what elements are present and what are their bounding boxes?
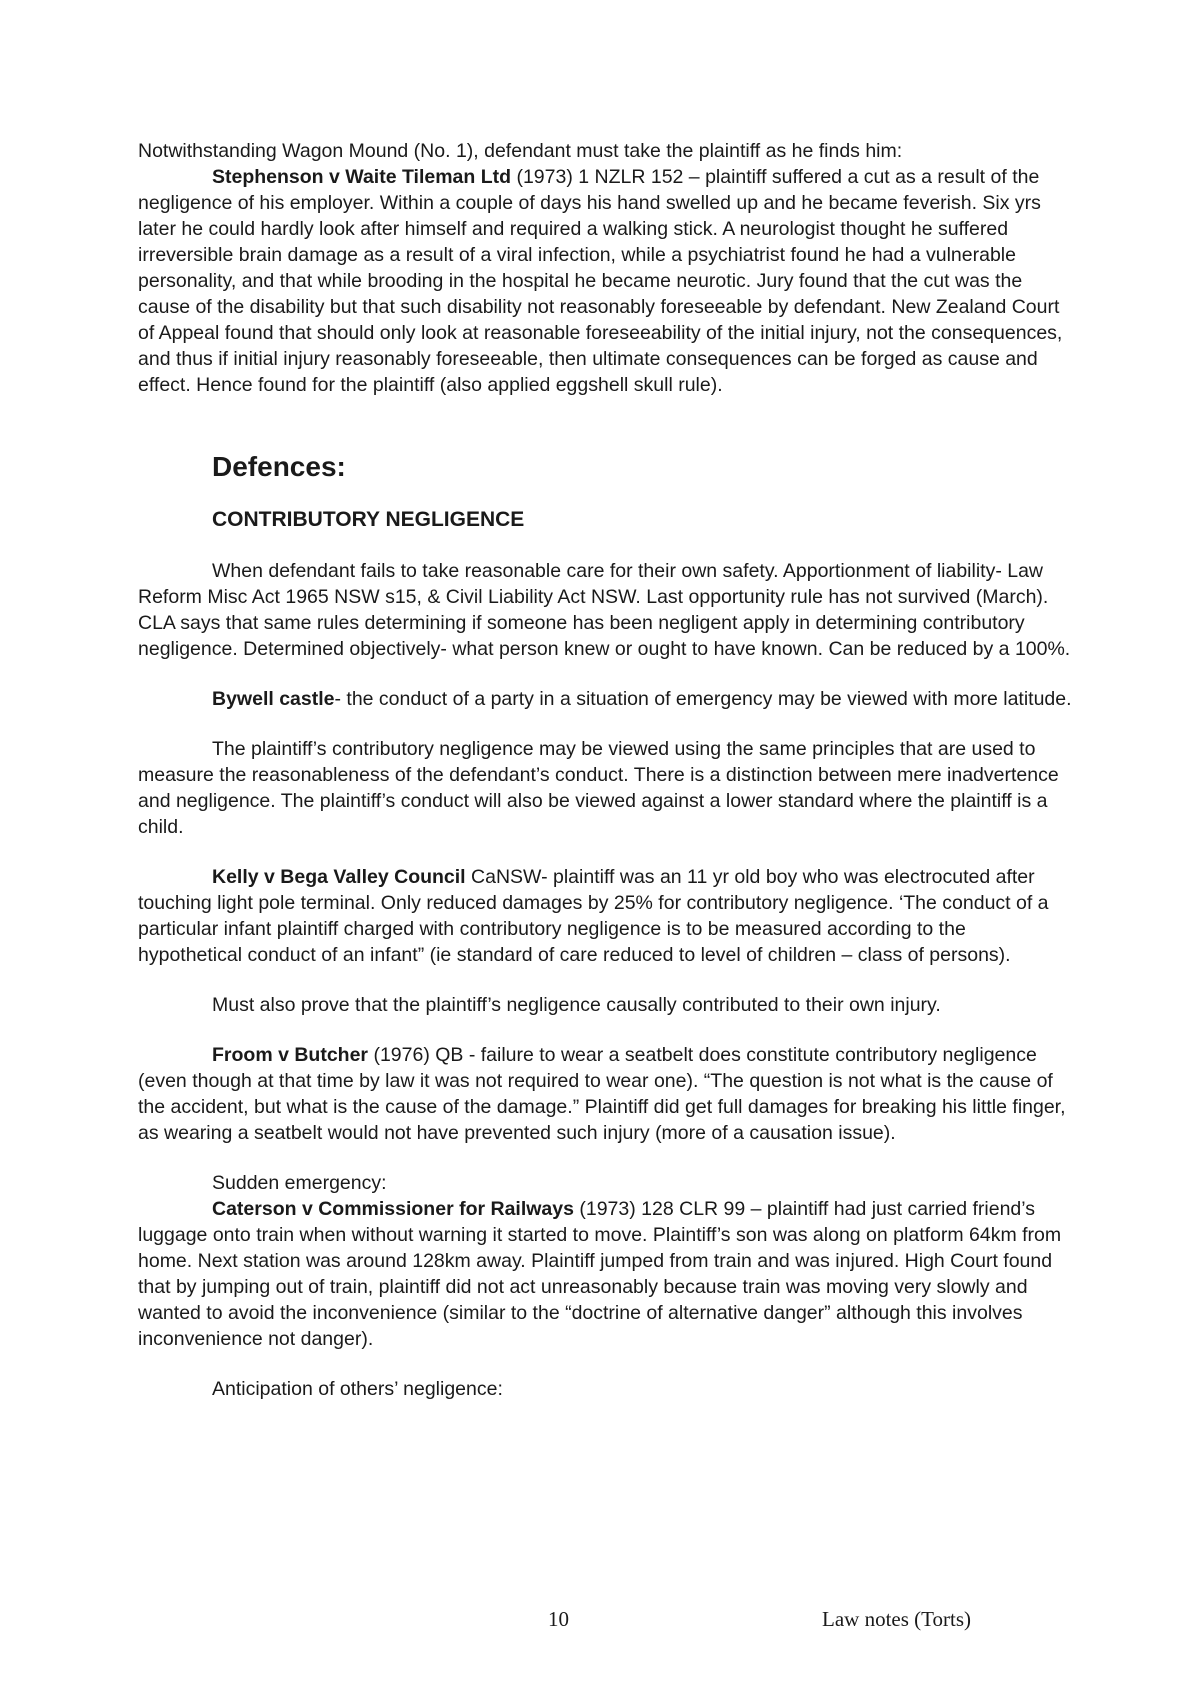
subheading-contributory-negligence: CONTRIBUTORY NEGLIGENCE	[212, 508, 525, 531]
case-text-stephenson: (1973) 1 NZLR 152 – plaintiff suffered a cut as a result of the negligence of his employer. Within a couple of days his hand swelled up and he became feverish. Six yrs later he could hardly look after himself and required a walking stick. A neurologist thought he suffered irreversible brain damage as a result of a viral infection, while a psychiatrist found he had a vulnerable personality, and that while brooding in the hospital he became neurotic. Jury found that the cut was the cause of the disability but that such disability not reasonably foreseeable by defendant. New Zealand Court of Appeal found that should only look at reasonable foreseeability of the initial injury, not the consequences, and thus if initial injury reasonably foreseeable, then ultimate consequences can be forged as cause and effect. Hence found for the plaintiff (also applied eggshell skull rule).	[138, 166, 1063, 396]
footer-title: Law notes (Torts)	[822, 1607, 971, 1631]
page-number: 10	[548, 1607, 569, 1631]
paragraph-bywell-castle	[138, 686, 1073, 712]
case-name-bywell: Bywell castle	[212, 688, 335, 710]
paragraph-causal-contribution: Must also prove that the plaintiff’s negligence causally contributed to their own injury.	[212, 994, 941, 1016]
case-text-kelly: CaNSW- plaintiff was an 11 yr old boy who was electrocuted after touching light pole terminal. Only reduced damages by 25% for contributory negligence. ‘The conduct of a particular infant plaintiff charged with contributory negligence is to be measured according to the hypothetical conduct of an infant” (ie standard of care reduced to level of children – class of persons).	[138, 866, 1049, 966]
case-text-bywell: - the conduct of a party in a situation of emergency may be viewed with more latitude.	[334, 688, 1072, 710]
label-anticipation: Anticipation of others’ negligence:	[212, 1378, 503, 1400]
paragraph-caterson	[138, 1196, 1073, 1352]
intro-lead: Notwithstanding Wagon Mound (No. 1), defendant must take the plaintiff as he finds him:	[138, 140, 903, 162]
case-text-froom: (1976) QB - failure to wear a seatbelt does constitute contributory negligence (even though at that time by law it was not required to wear one). “The question is not what is the cause of the accident, but what is the cause of the damage.” Plaintiff did get full damages for breaking his little finger, as wearing a seatbelt would not have prevented such injury (more of a causation issue).	[138, 1044, 1066, 1144]
stephenson-case-paragraph	[138, 164, 1073, 398]
paragraph-plaintiff-standard: The plaintiff’s contributory negligence may be viewed using the same principles that are used to measure the reasonableness of the defendant’s conduct. There is a distinction between mere inadvertence and negligence. The plaintiff’s conduct will also be viewed against a lower standard where the plaintiff is a child.	[138, 738, 1059, 838]
paragraph-froom	[138, 1042, 1073, 1146]
paragraph-kelly	[138, 864, 1073, 968]
label-sudden-emergency: Sudden emergency:	[212, 1172, 387, 1194]
case-text-caterson: (1973) 128 CLR 99 – plaintiff had just carried friend’s luggage onto train when without warning it started to move. Plaintiff’s son was along on platform 64km from home. Next station was around 128km away. Plaintiff jumped from train and was injured. High Court found that by jumping out of train, plaintiff did not act unreasonably because train was moving very slowly and wanted to avoid the inconvenience (similar to the “doctrine of alternative danger” although this involves inconvenience not danger).	[138, 1198, 1062, 1350]
page-content	[138, 138, 1073, 1402]
case-name-froom: Froom v Butcher	[212, 1044, 369, 1066]
case-name-stephenson: Stephenson v Waite Tileman Ltd	[212, 166, 512, 188]
section-heading-defences: Defences:	[212, 451, 346, 482]
case-name-kelly: Kelly v Bega Valley Council	[212, 866, 466, 888]
case-name-caterson: Caterson v Commissioner for Railways	[212, 1198, 574, 1220]
page-footer	[0, 1606, 1200, 1636]
paragraph-definition: When defendant fails to take reasonable care for their own safety. Apportionment of liability- Law Reform Misc Act 1965 NSW s15, & Civil Liability Act NSW. Last opportunity rule has not survived (March). CLA says that same rules determining if someone has been negligent apply in determining contributory negligence. Determined objectively- what person knew or ought to have known. Can be reduced by a 100%.	[138, 560, 1071, 660]
